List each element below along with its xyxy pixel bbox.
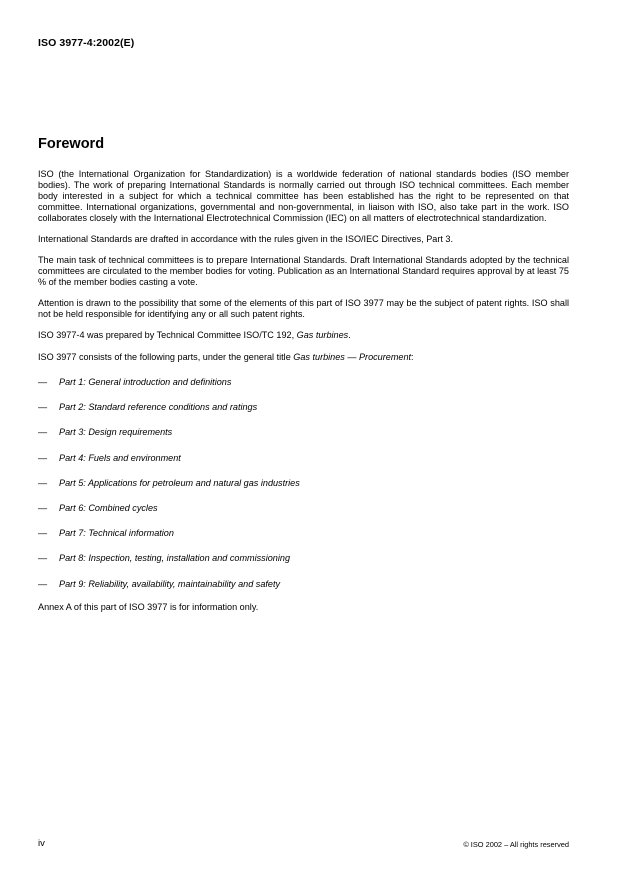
list-dash: — (38, 477, 48, 488)
paragraph-prepared-by (38, 330, 569, 341)
paragraph-directives: International Standards are drafted in accordance with the rules given in the ISO/IEC Directives, Part 3. (38, 234, 453, 244)
list-item (38, 503, 569, 514)
parts-intro-end: : (411, 352, 414, 362)
part-label: Part 6: Combined cycles (59, 502, 158, 513)
prepared-by-subject: Gas turbines (296, 330, 349, 340)
part-label: Part 4: Fuels and environment (59, 452, 181, 463)
list-dash: — (38, 377, 48, 387)
list-dash: — (38, 502, 48, 513)
part-label: Part 8: Inspection, testing, installation and commissioning (59, 553, 291, 564)
list-item (38, 402, 569, 413)
part-label: Part 9: Reliability, availability, maintainability and safety (59, 578, 281, 589)
parts-list (38, 377, 569, 590)
parts-intro-title: Gas turbines — Procurement (293, 352, 412, 362)
page-number: iv (38, 838, 45, 849)
list-item (38, 579, 569, 590)
paragraph-iso-intro: ISO (the International Organization for Standardization) is a worldwide federation of national standards bodies (ISO member bodies). The work of preparing International Standards is normally carried out through ISO technical committees. Each member body interested in a subject for which a technical committee has been established has the right to be represented on that committee. International organizations, governmental and non-governmental, in liaison with ISO, also take part in the work. ISO collaborates closely with the International Electrotechnical Commission (IEC) on all matters of electrotechnical standardization. (38, 169, 569, 223)
list-item (38, 377, 569, 388)
document-id-header: ISO 3977-4:2002(E) (38, 37, 135, 49)
list-dash: — (38, 402, 48, 413)
section-title: Foreword (38, 136, 105, 152)
list-dash: — (38, 553, 48, 564)
list-dash: — (38, 528, 48, 539)
part-label: Part 5: Applications for petroleum and natural gas industries (59, 477, 300, 488)
list-dash: — (38, 452, 48, 463)
part-label: Part 1: General introduction and definitions (59, 377, 232, 387)
parts-intro-text: ISO 3977 consists of the following parts, under the general title (38, 352, 294, 362)
list-item (38, 427, 569, 438)
paragraph-parts-intro (38, 352, 569, 363)
foreword-body (38, 169, 569, 623)
part-label: Part 7: Technical information (59, 528, 174, 539)
list-item (38, 478, 569, 489)
list-item (38, 453, 569, 464)
part-label: Part 3: Design requirements (59, 427, 173, 438)
list-item (38, 553, 569, 564)
prepared-by-text: ISO 3977-4 was prepared by Technical Committee ISO/TC 192, (38, 330, 297, 340)
copyright-notice: © ISO 2002 – All rights reserved (463, 840, 569, 849)
list-dash: — (38, 427, 48, 438)
prepared-by-end: . (348, 330, 351, 340)
part-label: Part 2: Standard reference conditions and ratings (59, 402, 258, 413)
list-dash: — (38, 578, 48, 589)
paragraph-technical-committees: The main task of technical committees is to prepare International Standards. Draft International Standards adopted by the technical committees are circulated to the member bodies for voting. Publication as an International Standard requires approval by at least 75 % of the member bodies casting a vote. (38, 255, 569, 287)
paragraph-patent-rights: Attention is drawn to the possibility that some of the elements of this part of ISO 3977 may be the subject of patent rights. ISO shall not be held responsible for identifying any or all such patent rights. (38, 298, 569, 319)
paragraph-annex: Annex A of this part of ISO 3977 is for information only. (38, 601, 259, 612)
list-item (38, 528, 569, 539)
